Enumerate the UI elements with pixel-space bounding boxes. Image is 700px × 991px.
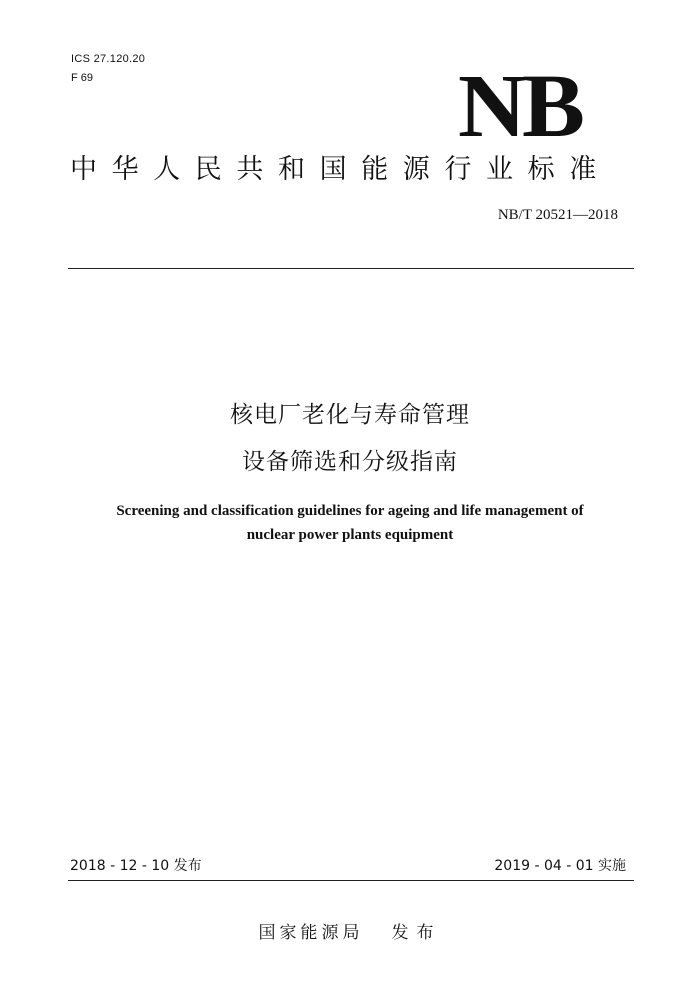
standard-number: NB/T 20521—2018 bbox=[497, 207, 618, 223]
chinese-title-line-1: 核电厂老化与寿命管理 bbox=[230, 402, 470, 428]
footer-divider bbox=[68, 880, 634, 881]
header-divider bbox=[68, 268, 634, 269]
issue-verb: 发布 bbox=[391, 923, 442, 943]
chinese-title-line-2: 设备筛选和分级指南 bbox=[242, 449, 458, 475]
issuing-authority bbox=[0, 922, 700, 944]
issuer-name: 国家能源局 bbox=[258, 923, 364, 943]
english-title-line-1: Screening and classification guidelines for ageing and life management of bbox=[116, 503, 584, 519]
issue-date: 2018 - 12 - 10 发布 bbox=[70, 858, 202, 874]
english-title-line-2: nuclear power plants equipment bbox=[246, 527, 454, 543]
ics-code: ICS 27.120.20 bbox=[71, 53, 146, 65]
ccs-code: F 69 bbox=[71, 72, 94, 84]
nb-logo: NB bbox=[458, 57, 581, 156]
standard-type-title: 中华人民共和国能源行业标准 bbox=[70, 154, 611, 185]
implementation-date: 2019 - 04 - 01 实施 bbox=[494, 858, 626, 874]
